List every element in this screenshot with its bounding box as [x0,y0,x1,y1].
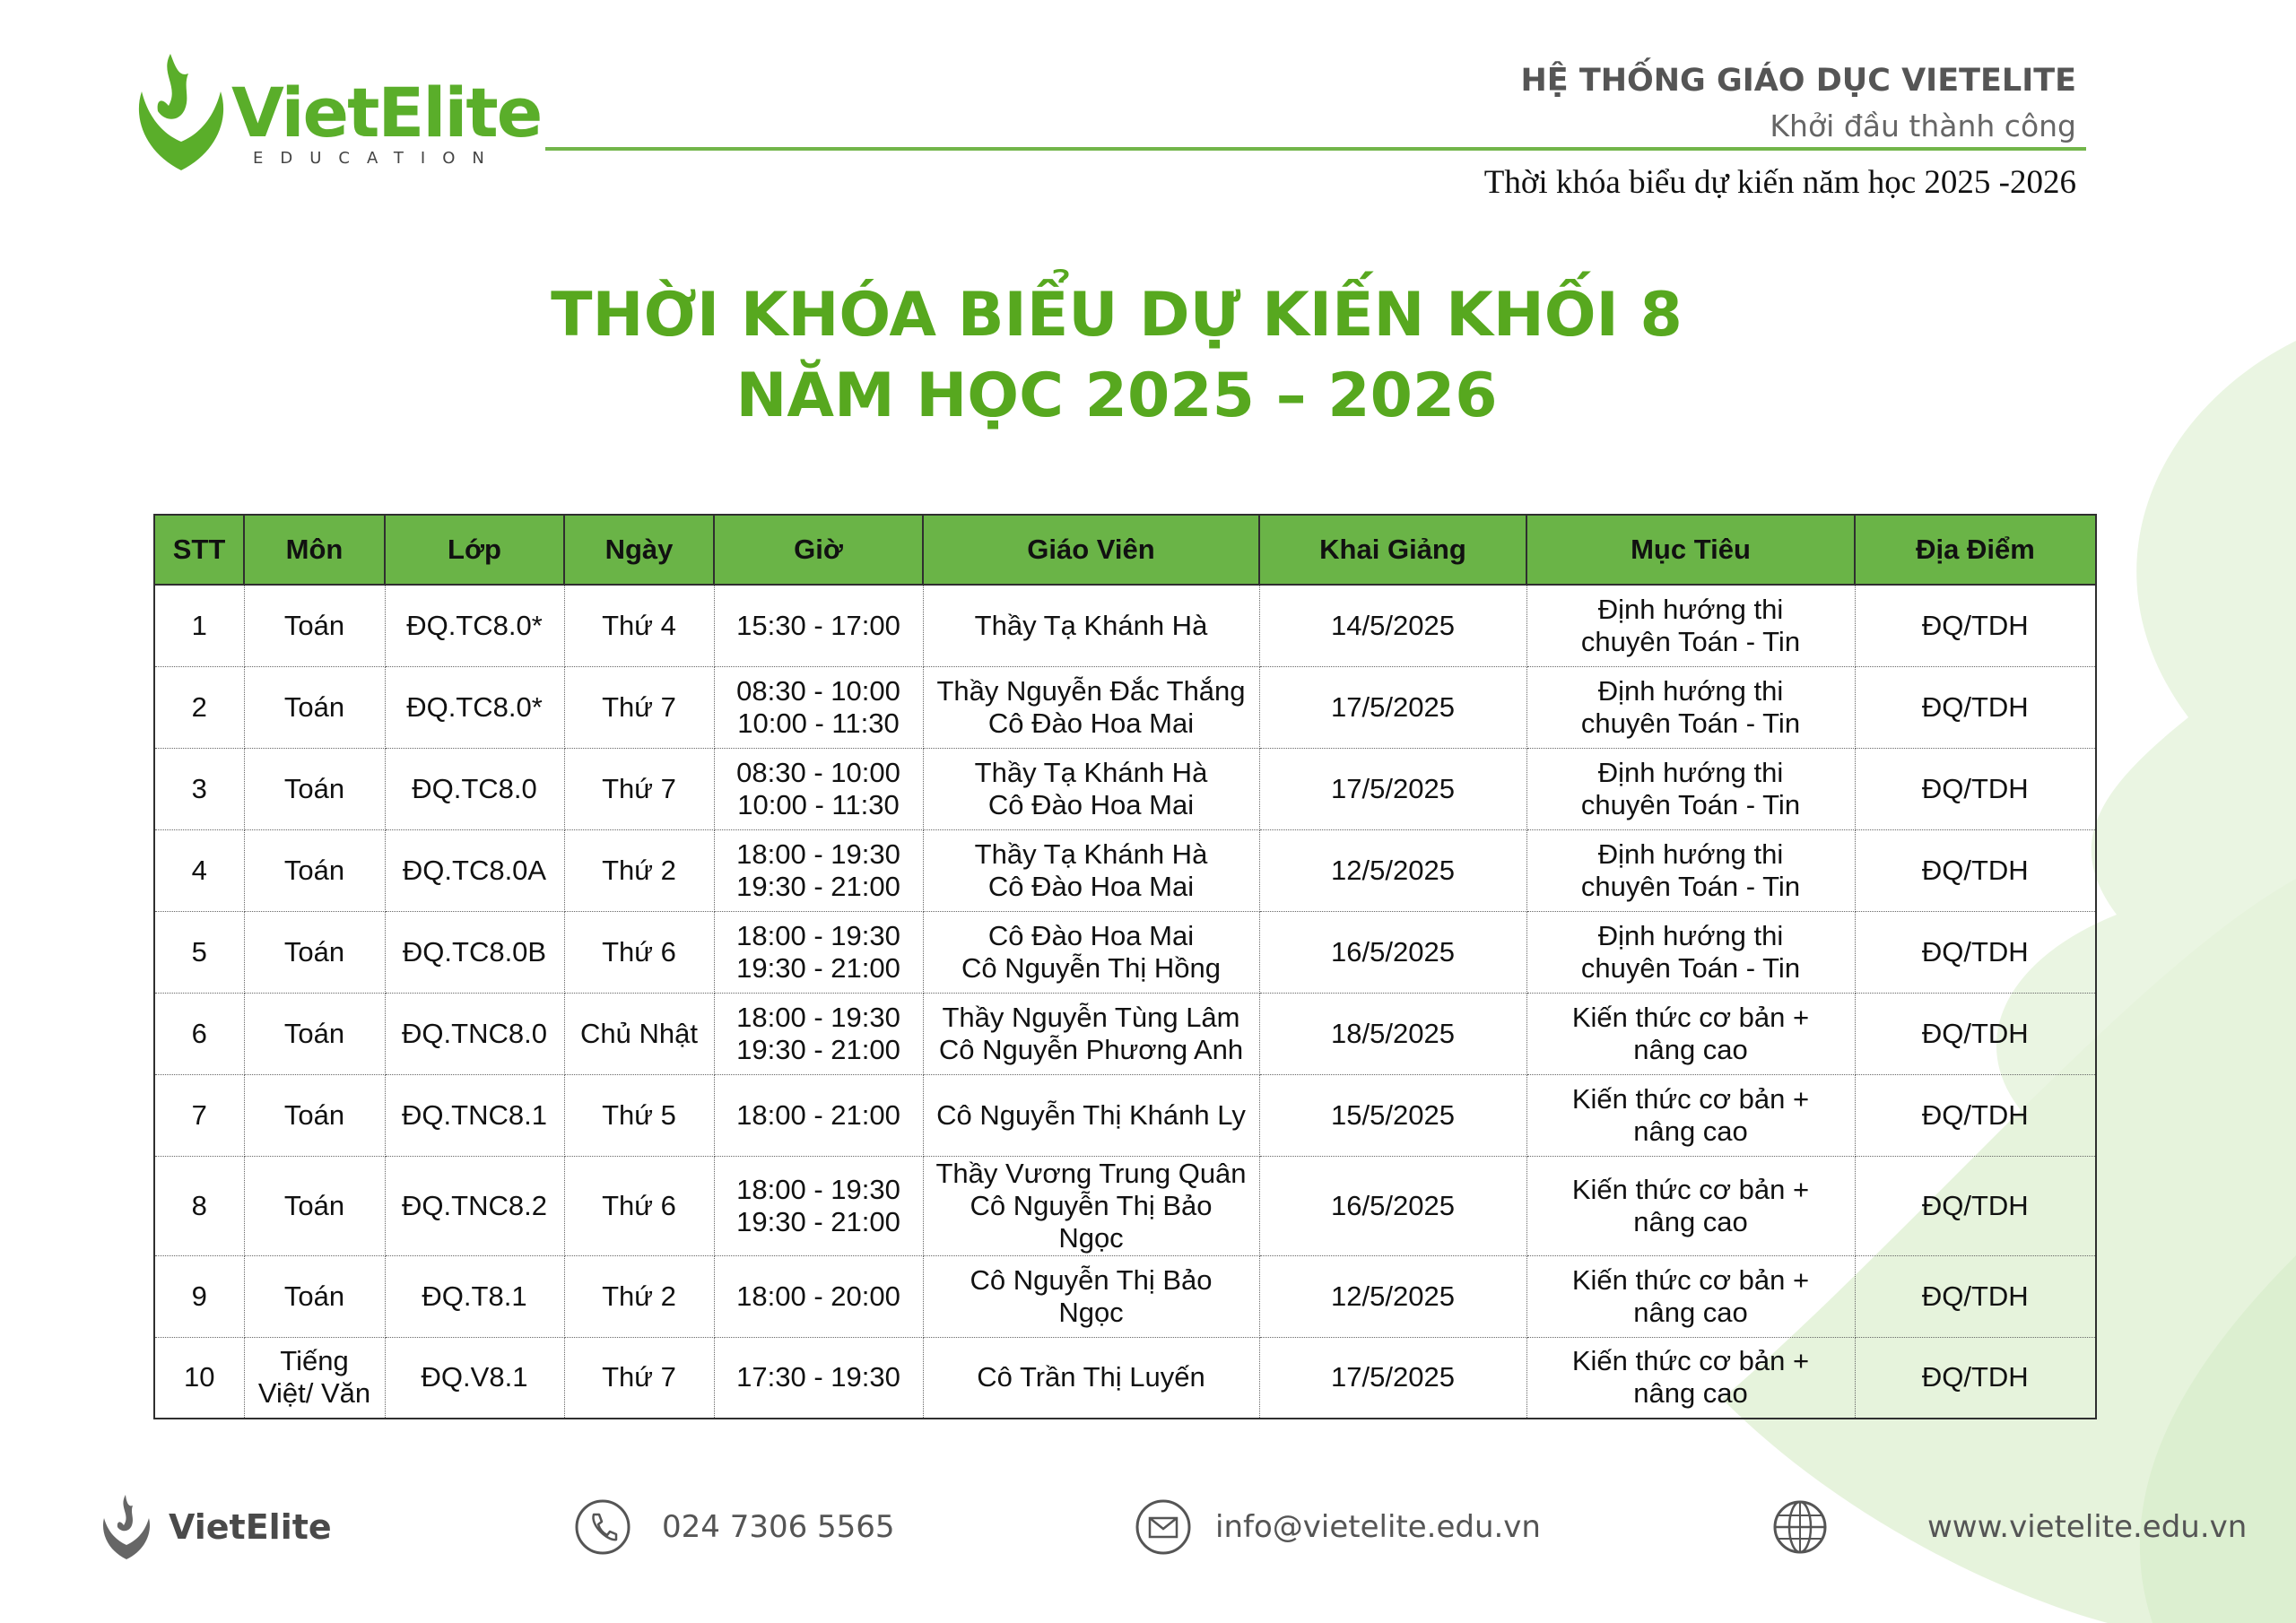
cell-start-date: 12/5/2025 [1259,1255,1526,1337]
cell-start-date: 17/5/2025 [1259,748,1526,829]
slogan: Khởi đầu thành công [1770,108,2076,143]
cell-stt: 2 [154,666,244,748]
cell-day: Chủ Nhật [564,993,714,1074]
cell-day: Thứ 7 [564,1337,714,1419]
cell-teacher: Thầy Tạ Khánh Hà Cô Đào Hoa Mai [923,829,1259,911]
cell-stt: 10 [154,1337,244,1419]
cell-location: ĐQ/TDH [1855,1255,2096,1337]
cell-teacher: Thầy Vương Trung Quân Cô Nguyễn Thị Bảo Ngọc [923,1156,1259,1255]
footer-phone-number: 024 7306 5565 [662,1509,895,1545]
column-header-day: Ngày [564,515,714,585]
cell-subject: Toán [244,829,385,911]
cell-subject: Toán [244,748,385,829]
cell-start-date: 12/5/2025 [1259,829,1526,911]
cell-class: ĐQ.TC8.0* [385,585,564,666]
cell-teacher: Thầy Nguyễn Tùng Lâm Cô Nguyễn Phương Anh [923,993,1259,1074]
cell-subject: Toán [244,911,385,993]
table-row [154,1255,2096,1337]
cell-time: 17:30 - 19:30 [714,1337,923,1419]
table-row [154,829,2096,911]
cell-start-date: 17/5/2025 [1259,1337,1526,1419]
cell-stt: 1 [154,585,244,666]
table-row [154,1337,2096,1419]
column-header-location: Địa Điểm [1855,515,2096,585]
table-row [154,1074,2096,1156]
column-header-start-date: Khai Giảng [1259,515,1526,585]
flame-logo-icon [139,54,223,170]
cell-time: 08:30 - 10:00 10:00 - 11:30 [714,666,923,748]
cell-start-date: 14/5/2025 [1259,585,1526,666]
cell-day: Thứ 7 [564,666,714,748]
cell-class: ĐQ.TNC8.1 [385,1074,564,1156]
column-header-teacher: Giáo Viên [923,515,1259,585]
cell-stt: 5 [154,911,244,993]
header-divider [545,147,2086,151]
footer-brand-name: VietElite [169,1507,332,1547]
cell-location: ĐQ/TDH [1855,1337,2096,1419]
cell-class: ĐQ.V8.1 [385,1337,564,1419]
cell-teacher: Thầy Tạ Khánh Hà Cô Đào Hoa Mai [923,748,1259,829]
cell-start-date: 15/5/2025 [1259,1074,1526,1156]
cell-day: Thứ 2 [564,829,714,911]
cell-stt: 6 [154,993,244,1074]
table-row [154,993,2096,1074]
cell-stt: 3 [154,748,244,829]
cell-day: Thứ 5 [564,1074,714,1156]
logo-text: VietElite [231,73,542,152]
table-row [154,666,2096,748]
cell-goal: Kiến thức cơ bản + nâng cao [1526,1074,1855,1156]
globe-icon [1771,1498,1829,1556]
cell-teacher: Thầy Nguyễn Đắc Thắng Cô Đào Hoa Mai [923,666,1259,748]
vietelite-flame-logo-icon [99,1493,154,1561]
cell-time: 18:00 - 19:30 19:30 - 21:00 [714,911,923,993]
cell-goal: Định hướng thi chuyên Toán - Tin [1526,666,1855,748]
cell-time: 08:30 - 10:00 10:00 - 11:30 [714,748,923,829]
vietelite-logo [117,47,547,190]
cell-class: ĐQ.TC8.0 [385,748,564,829]
cell-time: 18:00 - 19:30 19:30 - 21:00 [714,829,923,911]
table-row [154,748,2096,829]
cell-time: 15:30 - 17:00 [714,585,923,666]
footer-website-url: www.vietelite.edu.vn [1927,1509,2248,1545]
cell-goal: Định hướng thi chuyên Toán - Tin [1526,911,1855,993]
table-row [154,911,2096,993]
cell-day: Thứ 2 [564,1255,714,1337]
cell-subject: Toán [244,1156,385,1255]
cell-location: ĐQ/TDH [1855,993,2096,1074]
cell-stt: 8 [154,1156,244,1255]
cell-start-date: 16/5/2025 [1259,1156,1526,1255]
footer-phone[interactable] [574,1493,895,1561]
cell-location: ĐQ/TDH [1855,748,2096,829]
table-row [154,585,2096,666]
cell-location: ĐQ/TDH [1855,585,2096,666]
cell-subject: Toán [244,666,385,748]
cell-class: ĐQ.TC8.0A [385,829,564,911]
cell-day: Thứ 7 [564,748,714,829]
footer-email[interactable] [1135,1493,1541,1561]
page-title-line-1: THỜI KHÓA BIỂU DỰ KIẾN KHỐI 8 [551,280,1683,351]
cell-subject: Toán [244,1255,385,1337]
cell-goal: Định hướng thi chuyên Toán - Tin [1526,829,1855,911]
column-header-subject: Môn [244,515,385,585]
column-header-class: Lớp [385,515,564,585]
cell-class: ĐQ.TNC8.2 [385,1156,564,1255]
cell-time: 18:00 - 20:00 [714,1255,923,1337]
cell-day: Thứ 6 [564,911,714,993]
cell-time: 18:00 - 19:30 19:30 - 21:00 [714,1156,923,1255]
logo-subtext: EDUCATION [253,149,501,168]
table-header-row [154,515,2096,585]
cell-time: 18:00 - 21:00 [714,1074,923,1156]
schedule-table [153,514,2097,1419]
cell-day: Thứ 6 [564,1156,714,1255]
organization-name: HỆ THỐNG GIÁO DỤC VIETELITE [1520,63,2076,99]
cell-start-date: 17/5/2025 [1259,666,1526,748]
cell-subject: Toán [244,1074,385,1156]
cell-goal: Định hướng thi chuyên Toán - Tin [1526,748,1855,829]
cell-goal: Kiến thức cơ bản + nâng cao [1526,1255,1855,1337]
cell-goal: Kiến thức cơ bản + nâng cao [1526,993,1855,1074]
mail-icon [1135,1498,1192,1556]
cell-stt: 9 [154,1255,244,1337]
cell-subject: Toán [244,585,385,666]
cell-class: ĐQ.TC8.0B [385,911,564,993]
cell-teacher: Thầy Tạ Khánh Hà [923,585,1259,666]
cell-start-date: 16/5/2025 [1259,911,1526,993]
cell-teacher: Cô Đào Hoa Mai Cô Nguyễn Thị Hồng [923,911,1259,993]
cell-location: ĐQ/TDH [1855,911,2096,993]
column-header-goal: Mục Tiêu [1526,515,1855,585]
cell-time: 18:00 - 19:30 19:30 - 21:00 [714,993,923,1074]
cell-subject: Toán [244,993,385,1074]
cell-subject: Tiếng Việt/ Văn [244,1337,385,1419]
cell-goal: Kiến thức cơ bản + nâng cao [1526,1337,1855,1419]
phone-icon [574,1498,631,1556]
cell-start-date: 18/5/2025 [1259,993,1526,1074]
cell-location: ĐQ/TDH [1855,1156,2096,1255]
document-subheading: Thời khóa biểu dự kiến năm học 2025 -2026 [1483,164,2076,201]
footer-brand [99,1493,332,1561]
cell-location: ĐQ/TDH [1855,666,2096,748]
cell-location: ĐQ/TDH [1855,829,2096,911]
footer-email-address: info@vietelite.edu.vn [1215,1509,1541,1545]
cell-goal: Kiến thức cơ bản + nâng cao [1526,1156,1855,1255]
column-header-stt: STT [154,515,244,585]
cell-teacher: Cô Nguyễn Thị Khánh Ly [923,1074,1259,1156]
cell-stt: 7 [154,1074,244,1156]
cell-teacher: Cô Trần Thị Luyến [923,1337,1259,1419]
cell-class: ĐQ.T8.1 [385,1255,564,1337]
cell-day: Thứ 4 [564,585,714,666]
page-title-line-2: NĂM HỌC 2025 – 2026 [735,360,1498,431]
cell-class: ĐQ.TNC8.0 [385,993,564,1074]
cell-location: ĐQ/TDH [1855,1074,2096,1156]
column-header-time: Giờ [714,515,923,585]
cell-stt: 4 [154,829,244,911]
footer-website[interactable] [1771,1493,2247,1561]
cell-class: ĐQ.TC8.0* [385,666,564,748]
cell-goal: Định hướng thi chuyên Toán - Tin [1526,585,1855,666]
cell-teacher: Cô Nguyễn Thị Bảo Ngọc [923,1255,1259,1337]
table-row [154,1156,2096,1255]
